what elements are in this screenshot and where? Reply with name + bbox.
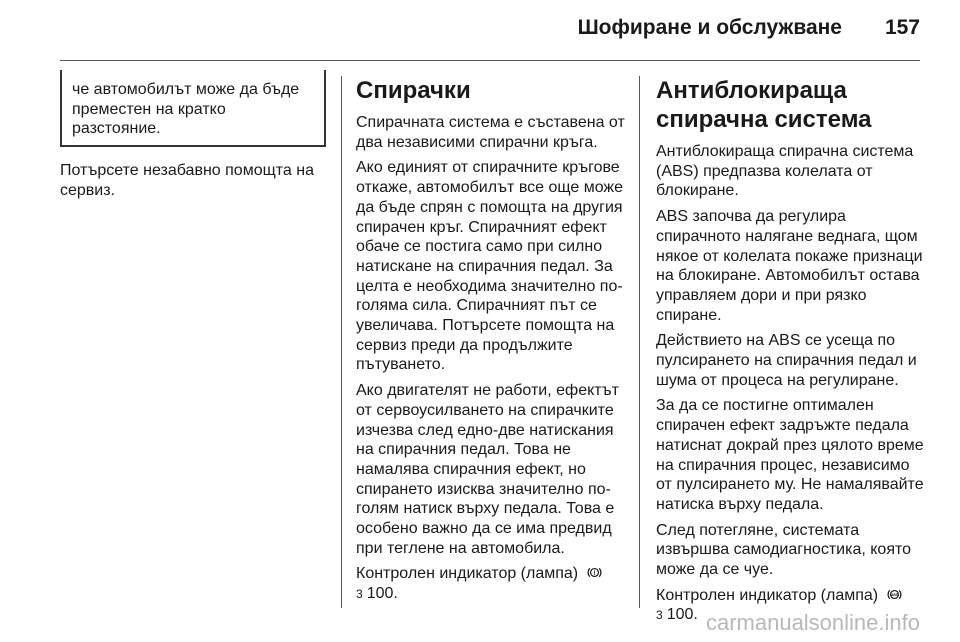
paragraph: Антиблокираща спирачна система (ABS) предпазва колелата от блокиране.	[656, 143, 914, 200]
running-header-title: Шофиране и обслужване	[577, 16, 842, 39]
paragraph: Действието на ABS се усеща по пулсирането на спирачния педал и шума от процеса на регулиране.	[656, 332, 917, 389]
section-title-brakes: Спирачки	[356, 77, 471, 104]
section-title-abs: Антиблокираща спирачна система	[656, 77, 872, 133]
page-ref-arrow-icon: 3	[656, 608, 663, 623]
paragraph: Спирачната система е съставена от два независими спирачни кръга.	[356, 114, 625, 151]
indicator-label: Контролен индикатор (лампа)	[356, 565, 579, 583]
column-divider-1	[341, 76, 342, 608]
page-ref-arrow-icon: 3	[356, 587, 363, 602]
paragraph: Потърсете незабавно помощта на сервиз.	[60, 162, 314, 199]
watermark: carmanualsonline.info	[705, 610, 920, 635]
abs-warning-lamp-icon	[887, 587, 902, 602]
svg-text:ABS: ABS	[890, 592, 898, 597]
brake-warning-lamp-icon	[587, 565, 602, 580]
header-divider	[60, 60, 920, 61]
column-1	[60, 70, 326, 206]
note-text: че автомобилът може да бъде преместен на кратко разстояние.	[72, 81, 300, 138]
column-2	[356, 70, 628, 611]
page-ref[interactable]: 100.	[666, 606, 698, 624]
page-number: 157	[884, 16, 920, 39]
column-divider-2	[639, 76, 640, 608]
paragraph: ABS започва да регулира спирачното налягане веднага, щом някое от колелата покаже признаци на блокиране. Автомобилът остава управляем дори и при рязко спиране.	[656, 208, 923, 324]
indicator-label: Контролен индикатор (лампа)	[656, 586, 879, 604]
svg-text:!: !	[593, 570, 596, 578]
page-ref[interactable]: 100.	[366, 585, 398, 603]
paragraph: За да се постигне оптимален спирачен ефект задръжте педала натиснат докрай през цялото време на спирачния процес, независимо от пулсирането му. Не намалявайте натиска върху педала.	[656, 397, 924, 513]
indicator-reference	[356, 564, 628, 604]
column-3	[656, 70, 924, 632]
paragraph: Ако единият от спирачните кръгове откаже, автомобилът все още може да бъде спрян с помощта на другия спирачен кръг. Спирачният ефект обаче се постига само при силно натискане на спирачния педал. За целта е необходима значително по-голяма сила. Спирачният път се увеличава. Потърсете помощта на сервиз преди да продължите пътуването.	[356, 159, 624, 374]
paragraph: След потегляне, системата извършва самодиагностика, която може да се чуе.	[656, 521, 912, 579]
paragraph: Ако двигателят не работи, ефектът от сервоусилването на спирачките изчезва след едно-две натискания на спирачния педал. Това не намалява спирачния ефект, но спирането изисква значително по-голям натиск върху педала. Това е особено важно да се има предвид при теглене на автомобила.	[356, 382, 619, 557]
note-box	[60, 70, 326, 147]
